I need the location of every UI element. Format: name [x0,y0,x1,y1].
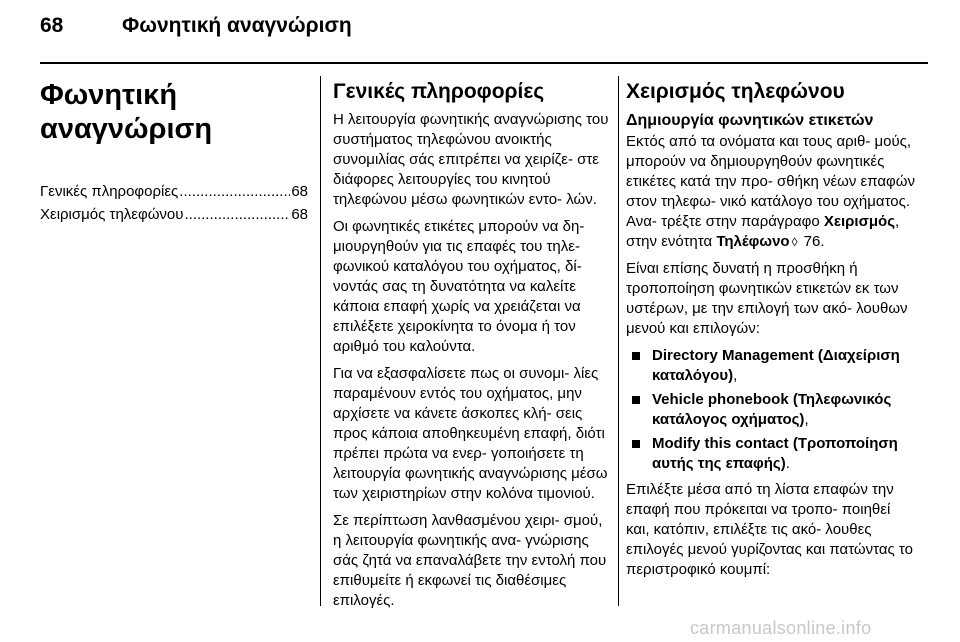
chapter-title-line1: Φωνητική [40,79,178,111]
watermark-text: carmanualsonline.info [690,618,872,638]
phone-section-title: Χειρισμός τηλεφώνου [626,80,845,103]
header-rule [40,62,928,64]
page-number: 68 [40,14,64,37]
general-paragraph: Σε περίπτωση λανθασμένου χειρι- σμού, η λειτουργία φωνητικής ανα- γνώρισης σάς ζητά να επαναλάβετε την εντολή που επιθυμείτε ή εκφωνεί τις διαθέσιμες επιλογές. [333,512,607,609]
menu-path-list [626,346,916,474]
table-of-contents [40,180,308,226]
toc-entry-phone[interactable] [40,203,308,226]
general-paragraph: Για να εξασφαλίσετε πως οι συνομι- λίες παραμένουν εντός του οχήματος, μην αρχίσετε να κάνετε άσκοπες κλή- σεις προς κάποια αποθηκευμένη επαφή, διότι πρέπει πρώτα να ενερ- γοποιήσετε τη λειτουργία φωνητικής αναγνώρισης μέσω των χειριστηρίων στην κολόνα τιμονιού. [333,365,608,502]
toc-entry-label: Γενικές πληροφορίες [40,183,179,200]
square-bullet-icon [632,352,640,360]
toc-entry-general[interactable] [40,180,308,203]
chapter-column [40,78,308,226]
column-divider-right [618,76,619,606]
reference-page: 76. [799,233,825,250]
modify-tags-paragraph: Είναι επίσης δυνατή η προσθήκη ή τροποποίηση φωνητικών ετικετών εκ των υστέρων, με την επιλογή των ακό- λουθων μενού και επιλογών: [626,260,908,337]
toc-entry-page: 68 [291,183,308,200]
chapter-title-line2: αναγνώριση [40,113,213,145]
general-section-title: Γενικές πληροφορίες [333,80,545,103]
toc-entry-page: 68 [291,206,308,223]
square-bullet-icon [632,396,640,404]
reference-telephone: Τηλέφωνο [716,233,790,250]
list-item: Modify this contact (Τροποποίηση αυτής της επαφής). [626,434,916,474]
select-contact-paragraph: Επιλέξτε μέσα από τη λίστα επαφών την επαφή που πρόκειται να τροπο- ποιηθεί και, κατόπιν, επιλέξτε τις ακό- λουθες επιλογές μενού γυρίζοντας και πατώντας το περιστροφικό κουμπί: [626,481,913,578]
running-header-title: Φωνητική αναγνώριση [122,14,352,37]
toc-leader-dots [179,180,290,203]
general-paragraph: Οι φωνητικές ετικέτες μπορούν να δη- μιουργηθούν για τις επαφές του τηλε- φωνικού καταλόγου του οχήματος, δί- νοντάς σας τη δυνατότητα να καλείτε κάποια επαφή χωρίς να χρειάζεται να επιλέξετε χειροκίνητα το όνομα ή τον αριθμό του καλούντα. [333,218,585,355]
list-item: Directory Management (Διαχείριση καταλόγου), [626,346,916,386]
square-bullet-icon [632,440,640,448]
list-item: Vehicle phonebook (Τηλεφωνικός κατάλογος οχήματος), [626,390,916,430]
voice-tags-subtitle: Δημιουργία φωνητικών ετικετών [626,112,874,129]
reference-operation: Χειρισμός [823,213,895,230]
column-divider-left [320,76,321,606]
page-header [40,14,352,44]
phone-operation-column [626,78,916,587]
general-info-column [333,78,609,618]
general-paragraph: Η λειτουργία φωνητικής αναγνώρισης του συστήματος τηλεφώνου ανοικτής συνομιλίας σάς επιτρέπει να χειρίζε- στε διάφορες λειτουργίες του κινητού τηλεφώνου μέσω φωνητικών εντο- λών. [333,111,609,208]
voice-tags-paragraph: Εκτός από τα ονόματα και τους αριθ- μούς, μπορούν να δημιουργηθούν φωνητικές ετικέτες κατά την προ- σθήκη νέων επαφών στον τηλεφω- νικό κατάλογο του οχήματος. Ανα- τρέξτε στην παράγραφο Χειρισμός, στην ενότητα Τηλέφωνο ◊ 76. [626,133,915,250]
toc-entry-label: Χειρισμός τηλεφώνου [40,206,184,223]
page-reference-icon: ◊ [791,235,798,249]
chapter-title [40,78,308,146]
toc-leader-dots [184,203,290,226]
